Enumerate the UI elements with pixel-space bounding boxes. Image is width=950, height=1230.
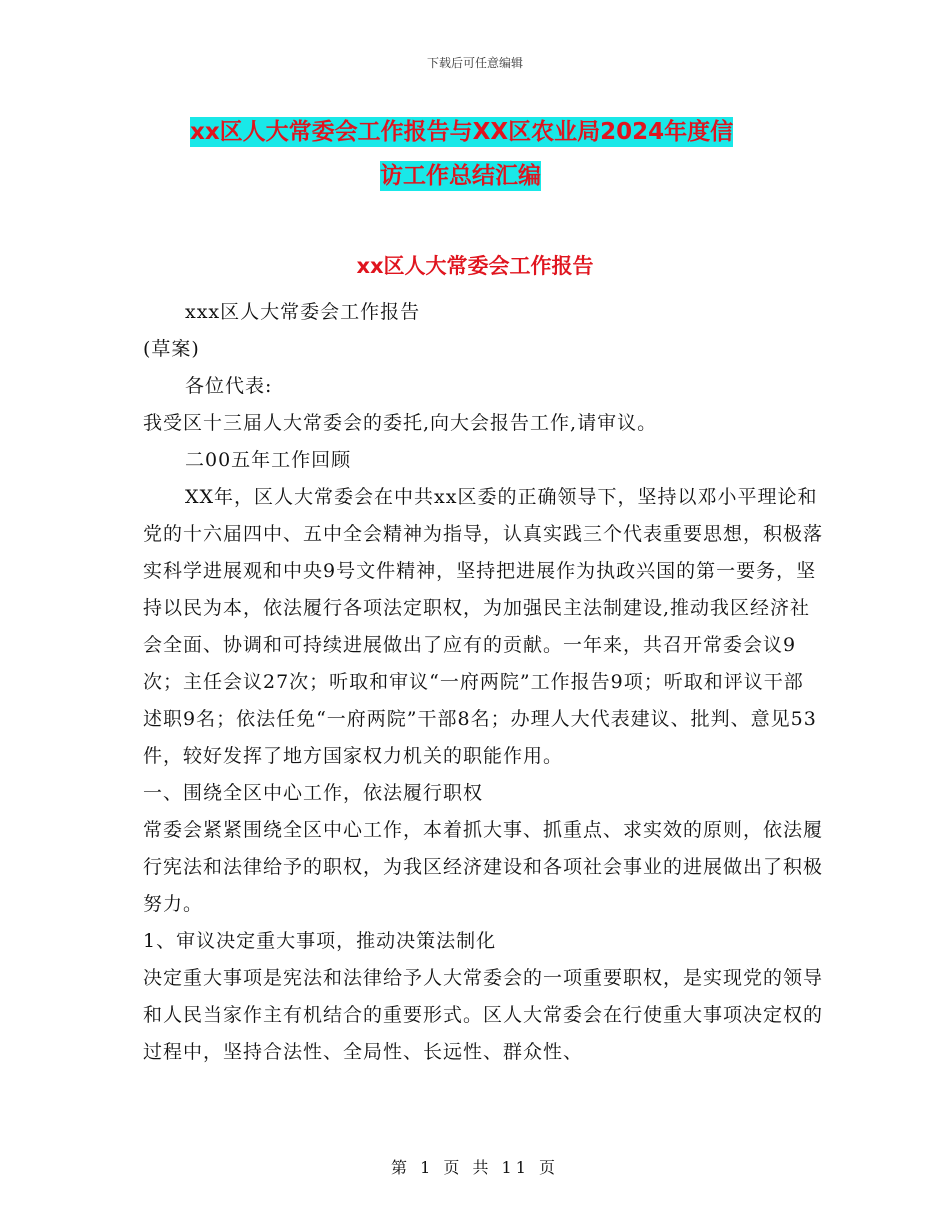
section-title: xx区人大常委会工作报告 [356,254,594,278]
header-note: 下载后可任意编辑 [426,56,523,70]
document-title-line-1: xx区人大常委会工作报告与XX区农业局2024年度信 [190,119,734,145]
section-paragraph-1: 常委会紧紧围绕全区中心工作，本着抓大事、抓重点、求实效的原则，依法履行宪法和法律给予的职权，为我区经济建设和各项社会事业的进展做出了积极努力。 [143,819,824,915]
review-paragraph: XX年，区人大常委会在中共xx区委的正确领导下，坚持以邓小平理论和党的十六届四中、五中全会精神为指导，认真实践三个代表重要思想，积极落实科学进展观和中央9号文件精神，坚持把进展作为执政兴国的第一要务，坚持以民为本，依法履行各项法定职权，为加强民主法制建设,推动我区经济社会全面、协调和可持续进展做出了应有的贡献。一年来，共召开常委会议9次；主任会议27次；听取和审议“一府两院”工作报告9项；听取和评议干部述职9名；依法任免“一府两院”干部8名；办理人大代表建议、批判、意见53件，较好发挥了地方国家权力机关的职能作用。 [143,486,824,767]
subsection-heading-1: 1、审议决定重大事项，推动决策法制化 [143,930,497,952]
subsection-paragraph-1: 决定重大事项是宪法和法律给予人大常委会的一项重要职权，是实现党的领导和人民当家作主有机结合的重要形式。区人大常委会在行使重大事项决定权的过程中，坚持合法性、全局性、长远性、群众性、 [143,967,824,1063]
document-title-line-2: 访工作总结汇编 [380,163,541,189]
draft-label: (草案) [143,338,200,360]
document-title [190,110,810,198]
report-name: xxx区人大常委会工作报告 [185,301,421,323]
page-number: 第 1 页 共 11 页 [391,1158,559,1177]
review-heading: 二00五年工作回顾 [185,449,352,471]
opening-paragraph: 我受区十三届人大常委会的委托,向大会报告工作,请审议。 [143,412,658,434]
salutation: 各位代表: [185,375,273,397]
section-heading-1: 一、围绕全区中心工作，依法履行职权 [143,782,484,804]
document-body [143,294,823,1071]
